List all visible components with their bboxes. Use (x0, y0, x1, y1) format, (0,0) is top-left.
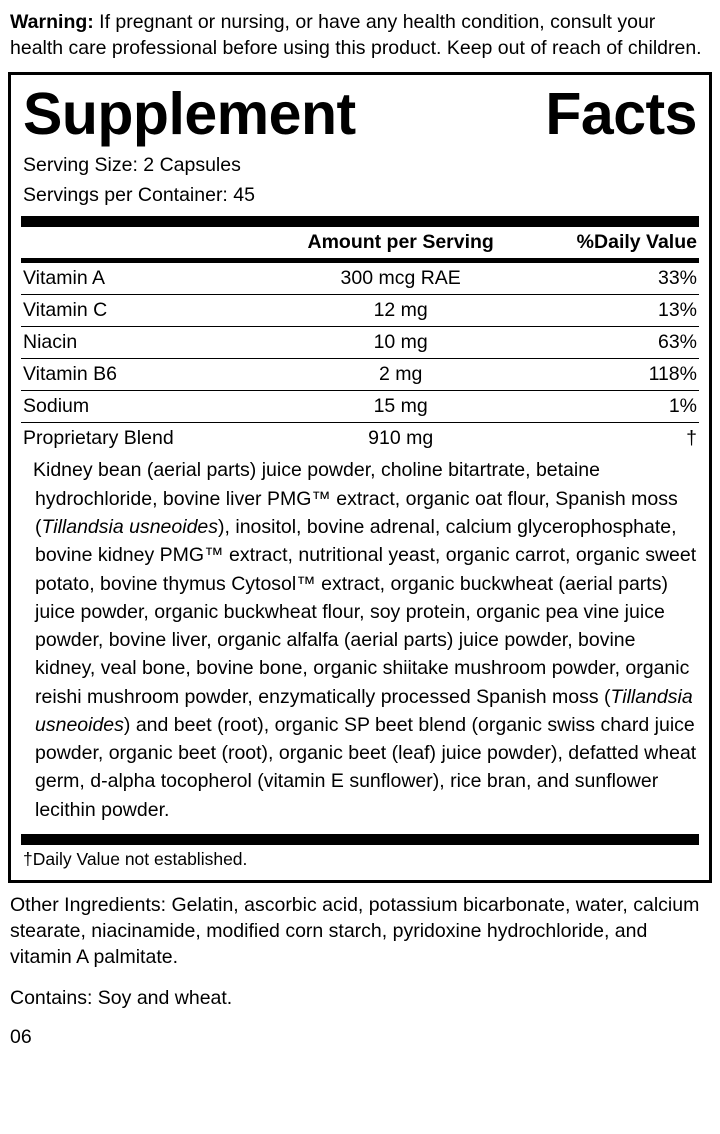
header-amount-per-serving: Amount per Serving (307, 231, 494, 254)
panel-title-supplement: Supplement (23, 80, 356, 147)
nutrient-amount: 12 mg (279, 295, 523, 327)
warning-paragraph (10, 10, 710, 62)
divider-thick-top (21, 216, 699, 227)
table-row (21, 295, 699, 327)
blend-dv: † (686, 427, 697, 450)
nutrient-dv: 118% (523, 359, 699, 391)
header-nutrient (21, 227, 279, 258)
warning-text: If pregnant or nursing, or have any health condition, consult your health care professional before using this product. Keep out of reach of children. (10, 11, 702, 59)
nutrient-amount: 10 mg (279, 327, 523, 359)
blend-name: Proprietary Blend (23, 427, 174, 450)
nutrient-name: Niacin (21, 327, 279, 359)
nutrient-amount: 300 mcg RAE (279, 263, 523, 295)
blend-ingredients-part1: Kidney bean (aerial parts) juice powder, choline bitartrate, betaine hydrochloride, bovine liver PMG™ extract, organic oat flour, Spanish moss ( (33, 459, 678, 538)
blend-amount: 910 mg (368, 427, 434, 450)
nutrient-dv: 33% (523, 263, 699, 295)
nutrient-dv: 63% (523, 327, 699, 359)
latin-name-2: Tillandsia usneoides (35, 685, 693, 736)
nutrient-amount: 2 mg (279, 359, 523, 391)
warning-label: Warning: (10, 11, 94, 33)
nutrient-name: Vitamin A (21, 263, 279, 295)
panel-title-facts: Facts (545, 80, 697, 147)
nutrient-name: Vitamin C (21, 295, 279, 327)
supplement-facts-panel (8, 72, 712, 883)
contains-statement: Contains: Soy and wheat. (10, 986, 233, 1009)
nutrient-name: Vitamin B6 (21, 359, 279, 391)
proprietary-blend-row (21, 423, 699, 455)
header-daily-value: %Daily Value (576, 231, 697, 254)
daily-value-note: †Daily Value not established. (23, 848, 248, 869)
table-header-row (21, 227, 699, 258)
panel-title (21, 81, 699, 150)
table-row (21, 263, 699, 295)
other-ingredients: Other Ingredients: Gelatin, ascorbic acid, potassium bicarbonate, water, calcium stearate, niacinamide, modified corn starch, pyridoxine hydrochloride, and vitamin A palmitate. (10, 893, 700, 968)
table-row (21, 391, 699, 423)
nutrient-dv: 13% (523, 295, 699, 327)
nutrient-name: Sodium (21, 391, 279, 423)
table-row (21, 327, 699, 359)
blend-ingredients-part2: ), inositol, bovine adrenal, calcium glycerophosphate, bovine kidney PMG™ extract, nutritional yeast, organic carrot, organic sweet potato, bovine thymus Cytosol™ extract, organic buckwheat (aerial parts) juice powder, organic buckwheat flour, soy protein, organic pea vine juice powder, bovine liver, organic alfalfa (aerial parts) juice powder, bovine kidney, veal bone, bovine bone, organic shiitake mushroom powder, organic reishi mushroom powder, enzymatically processed Spanish moss ( (35, 516, 697, 708)
nutrient-dv: 1% (523, 391, 699, 423)
divider-thick-bottom (21, 834, 699, 845)
facts-table (21, 227, 699, 258)
nutrient-amount: 15 mg (279, 391, 523, 423)
revision-code: 06 (10, 1025, 32, 1048)
servings-per-container: Servings per Container: 45 (23, 184, 255, 207)
latin-name-1: Tillandsia usneoides (41, 516, 219, 538)
table-row (21, 359, 699, 391)
blend-ingredients-part3: ) and beet (root), organic SP beet blend (organic swiss chard juice powder, organic beet (root), organic beet (leaf) juice powder), defatted wheat germ, d-alpha tocopherol (vitamin E sunflower), rice bran, and sunflower lecithin powder. (35, 713, 697, 821)
nutrients-table (21, 263, 699, 454)
blend-ingredients (21, 454, 699, 829)
serving-size: Serving Size: 2 Capsules (23, 153, 241, 176)
